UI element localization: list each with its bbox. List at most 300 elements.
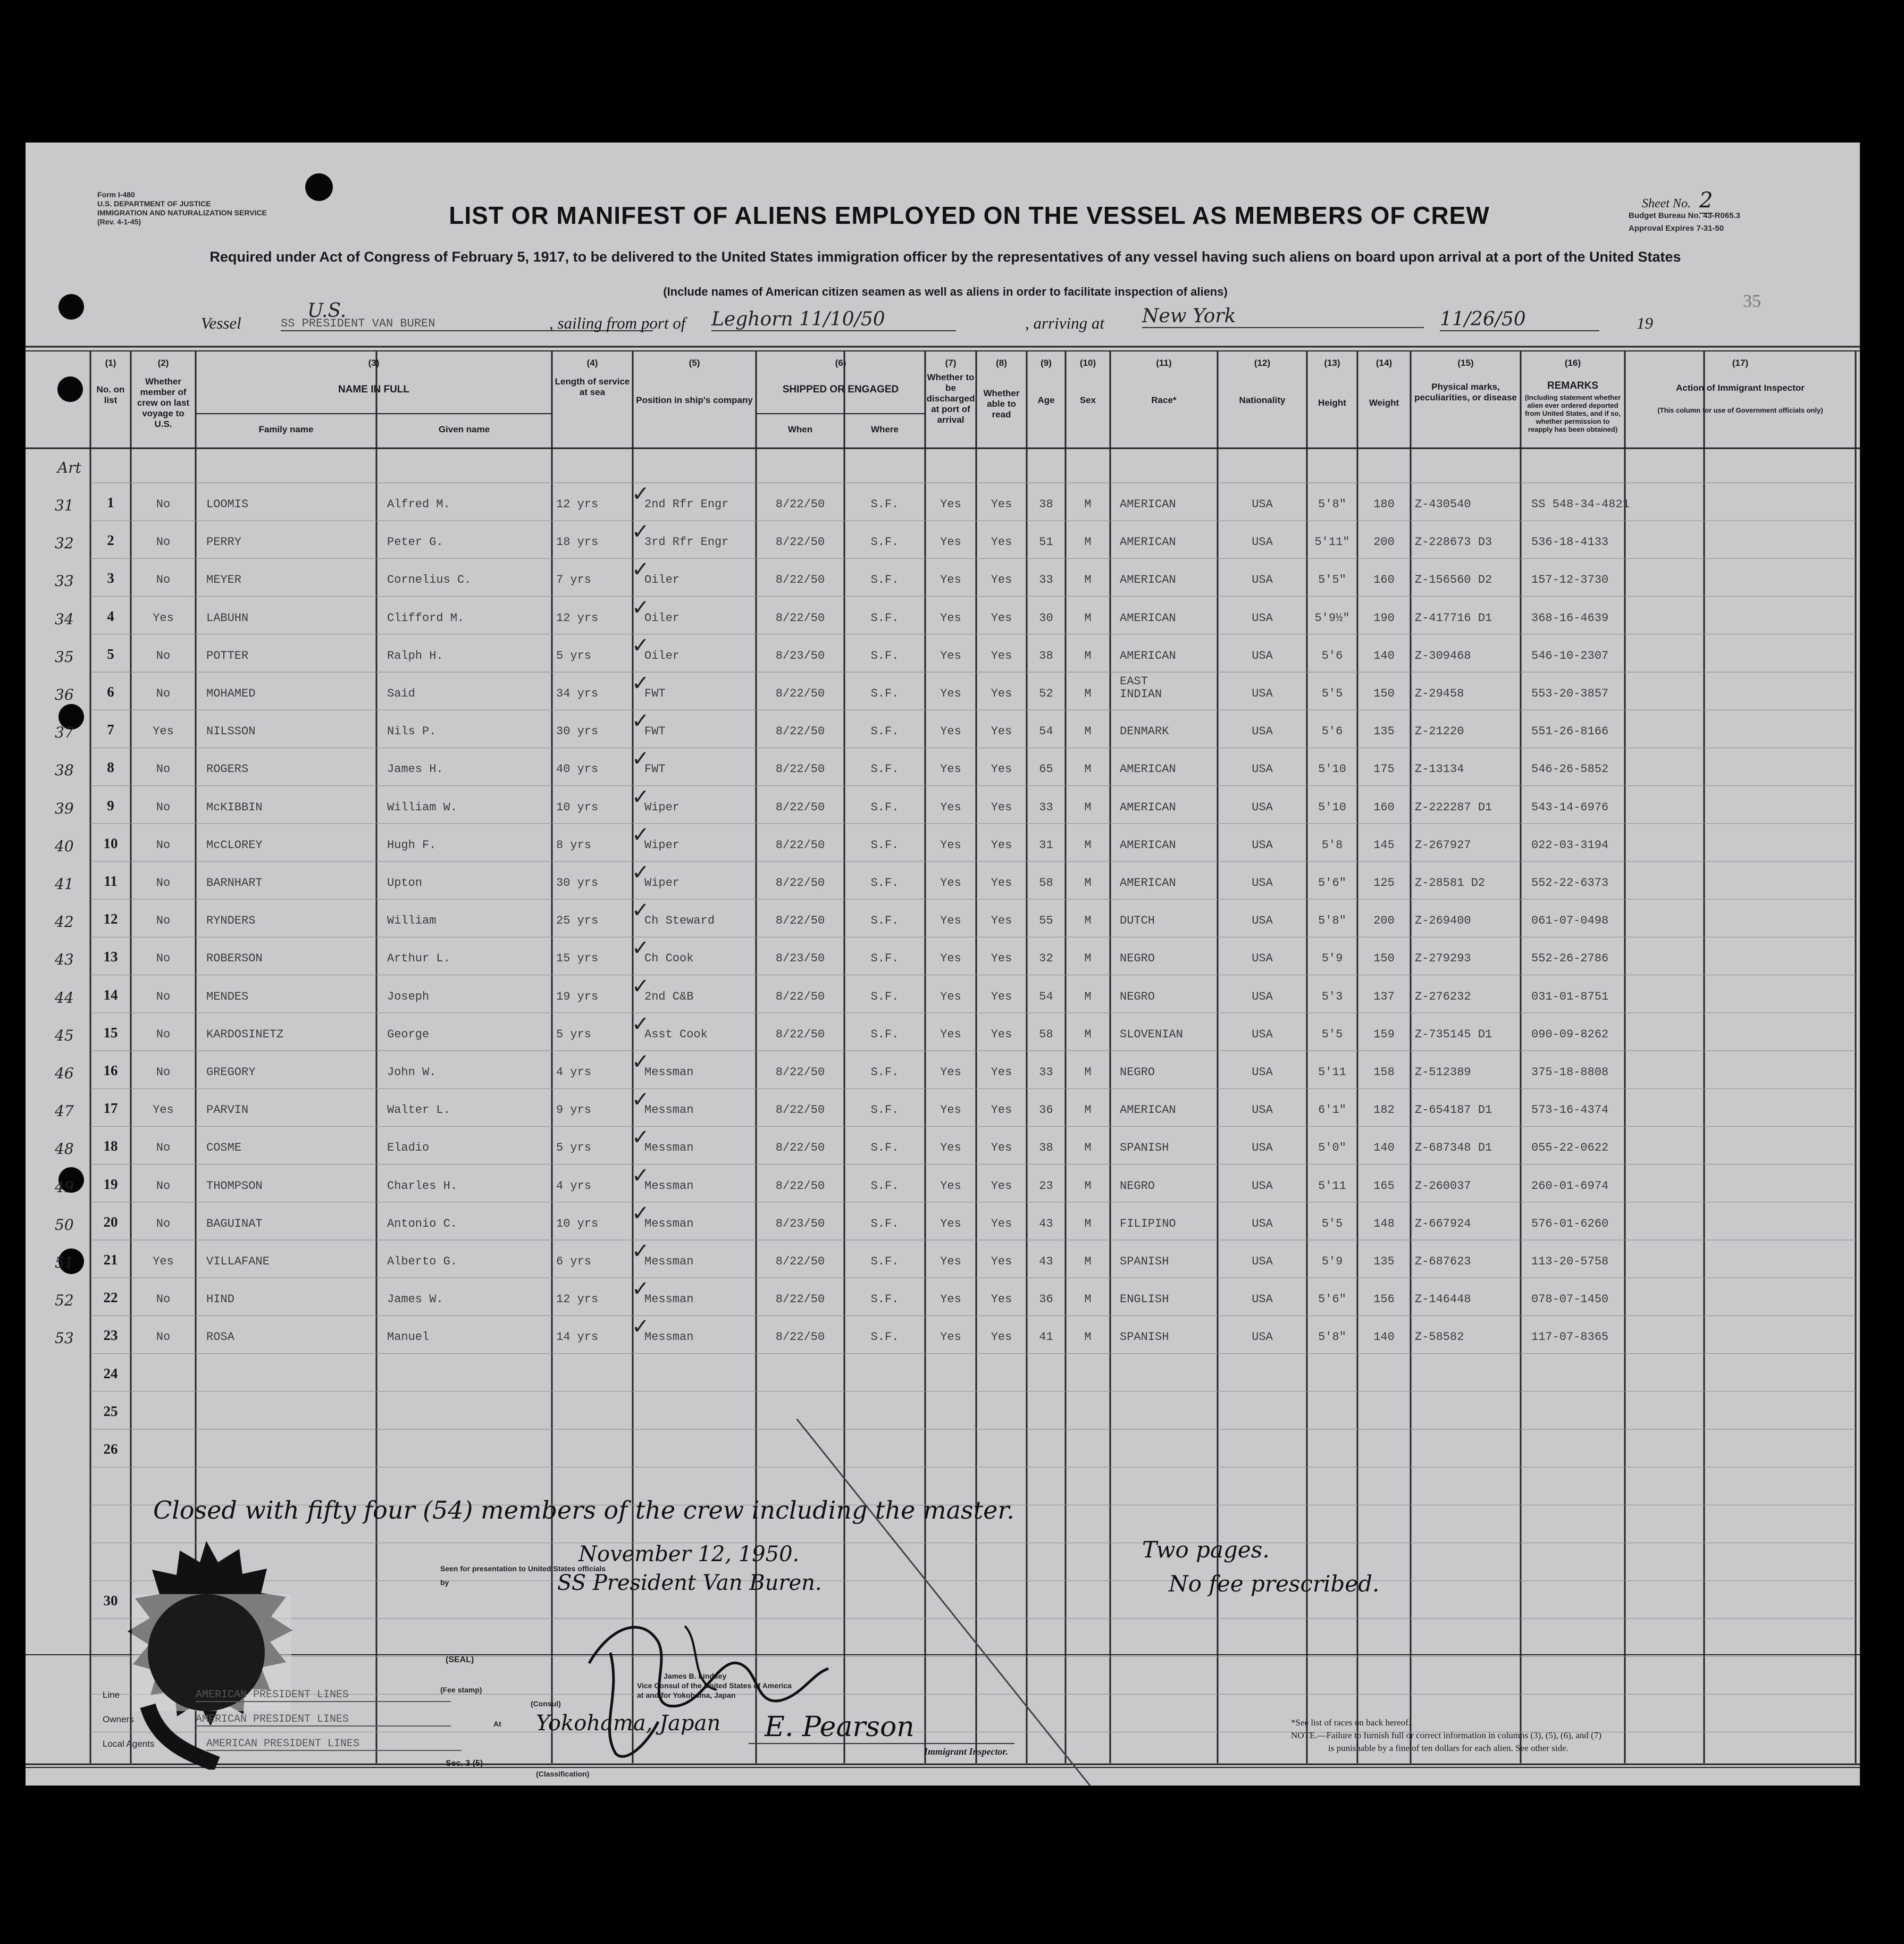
notarial-seal (100, 1530, 313, 1770)
cell-given: Said (387, 687, 415, 700)
header-member-prev-voyage: Whether member of crew on last voyage to U.S. (137, 376, 190, 429)
cell-read: Yes (991, 990, 1012, 1003)
check-mark: ✓ (632, 936, 650, 961)
margin-line-number: 37 (55, 724, 74, 742)
cell-when: 8/23/50 (775, 952, 825, 966)
cell-len: 14 yrs (556, 1330, 599, 1344)
cell-len: 5 yrs (556, 1141, 592, 1155)
cell-dis: Yes (940, 1330, 961, 1344)
cell-dis: Yes (940, 1255, 961, 1268)
cell-prev: No (156, 687, 171, 700)
cell-nat: USA (1252, 611, 1273, 625)
seal-label: (SEAL) (446, 1655, 474, 1664)
empty-row-number: 26 (103, 1441, 118, 1457)
cell-age: 65 (1039, 762, 1053, 776)
cell-where: S.F. (870, 1293, 899, 1306)
cell-prev: No (156, 838, 171, 852)
cell-rem: 375-18-8808 (1531, 1066, 1609, 1079)
check-mark: ✓ (632, 1163, 650, 1188)
header-sex: Sex (1079, 395, 1096, 405)
cell-rem: 546-10-2307 (1531, 649, 1609, 663)
cell-family: PARVIN (206, 1103, 249, 1117)
cell-given: Eladio (387, 1141, 430, 1155)
cell-sex: M (1084, 1027, 1092, 1041)
cell-ht: 5'8" (1318, 1330, 1346, 1344)
margin-line-number: 35 (55, 648, 74, 666)
cell-sex: M (1084, 1141, 1092, 1155)
cell-given: Hugh F. (387, 838, 437, 852)
cell-age: 54 (1039, 725, 1053, 739)
cell-nat: USA (1252, 725, 1273, 739)
header-action-inspector: Action of Immigrant Inspector (1676, 383, 1805, 393)
cell-when: 8/22/50 (775, 1066, 825, 1079)
header-shipped-engaged: SHIPPED OR ENGAGED (782, 384, 899, 395)
cell-nat: USA (1252, 649, 1273, 663)
cell-pos: Messman (644, 1330, 694, 1344)
cell-read: Yes (991, 762, 1012, 776)
cell-phys: Z-735145 D1 (1415, 1027, 1492, 1041)
cell-given: Cornelius C. (387, 573, 472, 587)
cell-pos: Oiler (644, 573, 680, 587)
cell-wt: 160 (1373, 573, 1395, 587)
cell-nat: USA (1252, 535, 1273, 549)
cell-when: 8/22/50 (775, 1293, 825, 1306)
cell-age: 58 (1039, 1027, 1053, 1041)
cell-age: 36 (1039, 1103, 1053, 1117)
cell-no: 18 (103, 1138, 118, 1154)
cell-where: S.F. (870, 1330, 899, 1344)
bureau-number: Budget Bureau No. 43-R065.3 (1629, 211, 1741, 220)
margin-line-number: 46 (55, 1065, 74, 1082)
cell-rem: 546-26-5852 (1531, 762, 1609, 776)
cell-ht: 5'5 (1321, 1217, 1343, 1230)
check-mark: ✓ (632, 671, 650, 696)
check-mark: ✓ (632, 1314, 650, 1339)
cell-wt: 158 (1373, 1066, 1395, 1079)
place-signature: Yokohama, Japan (536, 1711, 721, 1736)
cell-nat: USA (1252, 1103, 1273, 1117)
cell-age: 55 (1039, 914, 1053, 928)
cell-no: 12 (103, 911, 118, 927)
header-physical-marks: Physical marks, peculiarities, or disease (1414, 382, 1517, 403)
cell-sex: M (1084, 1217, 1092, 1230)
cell-when: 8/22/50 (775, 876, 825, 890)
cell-sex: M (1084, 800, 1092, 814)
cell-phys: Z-260037 (1415, 1179, 1471, 1193)
cell-nat: USA (1252, 762, 1273, 776)
cell-prev: No (156, 535, 171, 549)
seen-label: Seen for presentation to United States officials (440, 1564, 606, 1573)
cell-when: 8/22/50 (775, 1141, 825, 1155)
cell-where: S.F. (870, 876, 899, 890)
check-mark: ✓ (632, 557, 650, 582)
cell-wt: 125 (1373, 876, 1395, 890)
cell-read: Yes (991, 800, 1012, 814)
column-number: (13) (1324, 358, 1340, 368)
cell-race: AMERICAN (1120, 838, 1176, 852)
cell-age: 51 (1039, 535, 1053, 549)
header-discharged: Whether to be discharged at port of arrival (926, 372, 975, 425)
cell-rem: 055-22-0622 (1531, 1141, 1609, 1155)
cell-sex: M (1084, 876, 1092, 890)
column-number: (3) (368, 358, 380, 368)
cell-rem: 576-01-6260 (1531, 1217, 1609, 1230)
cell-wt: 135 (1373, 725, 1395, 739)
cell-family: THOMPSON (206, 1179, 263, 1193)
column-number: (16) (1564, 358, 1581, 368)
cell-when: 8/22/50 (775, 611, 825, 625)
check-mark: ✓ (632, 747, 650, 772)
cell-ht: 5'5 (1321, 687, 1343, 700)
margin-line-number: 38 (55, 761, 74, 780)
arrival-date: 11/26/50 (1440, 308, 1599, 331)
cell-dis: Yes (940, 990, 961, 1003)
arriving-label: , arriving at (1025, 314, 1104, 332)
cell-nat: USA (1252, 1179, 1273, 1193)
cell-race: AMERICAN (1120, 573, 1176, 587)
cell-given: Clifford M. (387, 611, 465, 625)
cell-race: SLOVENIAN (1120, 1027, 1183, 1041)
cell-no: 5 (107, 646, 114, 662)
cell-race: AMERICAN (1120, 876, 1176, 890)
cell-rem: 113-20-5758 (1531, 1255, 1609, 1268)
cell-wt: 159 (1373, 1027, 1395, 1041)
cell-family: ROSA (206, 1330, 234, 1344)
fee-stamp-label: (Fee stamp) (440, 1686, 482, 1694)
header-where: Where (871, 424, 899, 434)
cell-no: 19 (103, 1176, 118, 1192)
cell-age: 30 (1039, 611, 1053, 625)
cell-family: LOOMIS (206, 498, 249, 511)
header-height: Height (1318, 398, 1346, 408)
cell-race: SPANISH (1120, 1255, 1169, 1268)
cell-pos: Oiler (644, 611, 680, 625)
cell-where: S.F. (870, 800, 899, 814)
cell-race: AMERICAN (1120, 498, 1176, 511)
cell-read: Yes (991, 535, 1012, 549)
form-subnote: (Include names of American citizen seamen as well as aliens in order to facilitate inspection of aliens) (663, 285, 1228, 298)
margin-line-number: 45 (55, 1026, 74, 1044)
cell-ht: 5'6" (1318, 876, 1346, 890)
check-mark: ✓ (632, 1125, 650, 1150)
cell-len: 12 yrs (556, 498, 599, 511)
column-number: (17) (1732, 358, 1749, 368)
cell-when: 8/22/50 (775, 687, 825, 700)
cell-when: 8/22/50 (775, 573, 825, 587)
cell-prev: No (156, 914, 171, 928)
cell-where: S.F. (870, 1217, 899, 1230)
cell-read: Yes (991, 1217, 1012, 1230)
check-mark: ✓ (632, 1011, 650, 1036)
header-able-to-read: Whether able to read (983, 388, 1020, 420)
cell-when: 8/22/50 (775, 762, 825, 776)
cell-dis: Yes (940, 800, 961, 814)
cell-age: 31 (1039, 838, 1053, 852)
cell-nat: USA (1252, 573, 1273, 587)
classification-label: (Classification) (536, 1770, 590, 1778)
cell-where: S.F. (870, 498, 899, 511)
revision: (Rev. 4-1-45) (97, 217, 141, 226)
cell-prev: No (156, 498, 171, 511)
cell-prev: Yes (153, 1255, 174, 1268)
margin-note: Art (57, 459, 81, 476)
cell-len: 15 yrs (556, 952, 599, 966)
header-given-name: Given name (438, 424, 490, 434)
margin-line-number: 51 (55, 1254, 74, 1271)
cell-wt: 140 (1373, 649, 1395, 663)
cell-race: AMERICAN (1120, 649, 1176, 663)
vessel-prefix-hand: U.S. (307, 300, 347, 322)
cell-where: S.F. (870, 649, 899, 663)
cell-pos: Asst Cook (644, 1027, 708, 1041)
cell-when: 8/22/50 (775, 1103, 825, 1117)
margin-line-number: 34 (55, 610, 74, 628)
cell-nat: USA (1252, 1330, 1273, 1344)
cell-no: 20 (103, 1213, 118, 1230)
cell-pos: Messman (644, 1103, 694, 1117)
cell-phys: Z-29458 (1415, 687, 1464, 700)
cell-dis: Yes (940, 725, 961, 739)
cell-sex: M (1084, 1293, 1092, 1306)
cell-nat: USA (1252, 687, 1273, 700)
cell-no: 9 (107, 797, 114, 814)
cell-sex: M (1084, 498, 1092, 511)
cell-ht: 5'9 (1321, 1255, 1343, 1268)
cell-prev: No (156, 876, 171, 890)
cell-no: 11 (104, 873, 118, 889)
cell-read: Yes (991, 1027, 1012, 1041)
cell-ht: 5'8" (1318, 498, 1346, 511)
cell-age: 38 (1039, 498, 1053, 511)
cell-when: 8/22/50 (775, 1179, 825, 1193)
cell-when: 8/22/50 (775, 725, 825, 739)
cell-len: 30 yrs (556, 876, 599, 890)
cell-pos: FWT (644, 687, 666, 700)
cell-family: HIND (206, 1293, 234, 1306)
line-label: Line (103, 1690, 120, 1700)
cell-rem: 536-18-4133 (1531, 535, 1609, 549)
cell-age: 33 (1039, 573, 1053, 587)
fee-note: No fee prescribed. (1169, 1571, 1380, 1597)
cell-len: 12 yrs (556, 611, 599, 625)
cell-dis: Yes (940, 535, 961, 549)
cell-family: ROGERS (206, 762, 249, 776)
margin-line-number: 49 (55, 1178, 74, 1196)
cell-nat: USA (1252, 498, 1273, 511)
cell-nat: USA (1252, 1217, 1273, 1230)
sheet-value: 2 (1699, 188, 1713, 213)
cell-race: AMERICAN (1120, 535, 1176, 549)
cell-prev: No (156, 649, 171, 663)
cell-no: 8 (107, 759, 114, 776)
footnote-fine: NOTE.—Failure to furnish full or correct information in columns (3), (5), (6), and (7) (1291, 1730, 1601, 1740)
cell-given: Walter L. (387, 1103, 450, 1117)
cell-len: 18 yrs (556, 535, 599, 549)
cell-sex: M (1084, 952, 1092, 966)
cell-wt: 140 (1373, 1141, 1395, 1155)
cell-age: 32 (1039, 952, 1053, 966)
check-mark: ✓ (632, 1239, 650, 1263)
cell-phys: Z-430540 (1415, 498, 1471, 511)
cell-rem: 117-07-8365 (1531, 1330, 1609, 1344)
cell-len: 19 yrs (556, 990, 599, 1003)
cell-phys: Z-156560 D2 (1415, 573, 1492, 587)
cell-when: 8/22/50 (775, 800, 825, 814)
header-age: Age (1037, 395, 1055, 405)
cell-no: 15 (103, 1024, 118, 1041)
cell-read: Yes (991, 649, 1012, 663)
cell-prev: No (156, 990, 171, 1003)
cell-given: James W. (387, 1293, 443, 1306)
cell-race: NEGRO (1120, 1179, 1155, 1193)
header-name-in-full: NAME IN FULL (338, 384, 410, 395)
margin-line-number: 31 (55, 497, 74, 514)
cell-ht: 5'11 (1318, 1066, 1346, 1079)
cell-dis: Yes (940, 838, 961, 852)
cell-len: 9 yrs (556, 1103, 592, 1117)
header-nationality: Nationality (1239, 395, 1286, 405)
cell-ht: 5'8" (1318, 914, 1346, 928)
cell-read: Yes (991, 1255, 1012, 1268)
agents-label: Local Agents (103, 1739, 155, 1749)
cell-rem: 573-16-4374 (1531, 1103, 1609, 1117)
cell-no: 14 (103, 986, 118, 1003)
cell-rem: 260-01-6974 (1531, 1179, 1609, 1193)
cell-nat: USA (1252, 990, 1273, 1003)
cell-age: 33 (1039, 1066, 1053, 1079)
closing-statement: Closed with fifty four (54) members of the crew including the master. (153, 1496, 1014, 1524)
header-family-name: Family name (258, 424, 314, 434)
cell-prev: No (156, 1141, 171, 1155)
cell-when: 8/22/50 (775, 1330, 825, 1344)
column-number: (12) (1254, 358, 1271, 368)
cell-prev: No (156, 952, 171, 966)
cell-prev: No (156, 1027, 171, 1041)
column-number: (15) (1457, 358, 1474, 368)
cell-no: 13 (103, 949, 118, 965)
cell-where: S.F. (870, 762, 899, 776)
cell-no: 2 (107, 532, 114, 549)
cell-sex: M (1084, 535, 1092, 549)
cell-ht: 5'11 (1318, 1179, 1346, 1193)
cell-sex: M (1084, 611, 1092, 625)
cell-where: S.F. (870, 952, 899, 966)
cell-phys: Z-309468 (1415, 649, 1471, 663)
cell-where: S.F. (870, 535, 899, 549)
cell-dis: Yes (940, 1141, 961, 1155)
empty-row-number: 25 (103, 1403, 118, 1419)
check-mark: ✓ (632, 860, 650, 885)
cell-where: S.F. (870, 1027, 899, 1041)
cell-sex: M (1084, 838, 1092, 852)
cell-nat: USA (1252, 1255, 1273, 1268)
cell-phys: Z-228673 D3 (1415, 535, 1492, 549)
cell-phys: Z-269400 (1415, 914, 1471, 928)
cell-nat: USA (1252, 1293, 1273, 1306)
cell-rem: 090-09-8262 (1531, 1027, 1609, 1041)
cell-read: Yes (991, 1141, 1012, 1155)
cell-phys: Z-267927 (1415, 838, 1471, 852)
vessel-name: SS PRESIDENT VAN BUREN (281, 317, 653, 331)
cell-rem: 552-26-2786 (1531, 952, 1609, 966)
column-number: (6) (835, 358, 846, 368)
cell-phys: Z-687623 (1415, 1255, 1471, 1268)
cell-pos: FWT (644, 762, 666, 776)
cell-dis: Yes (940, 1293, 961, 1306)
cell-when: 8/22/50 (775, 990, 825, 1003)
cell-given: Peter G. (387, 535, 443, 549)
cell-read: Yes (991, 838, 1012, 852)
header-remarks: REMARKS (1547, 380, 1599, 391)
cell-rem: 543-14-6976 (1531, 800, 1609, 814)
consul-title: Vice Consul of the United States of America (637, 1681, 792, 1690)
cell-where: S.F. (870, 990, 899, 1003)
margin-line-number: 43 (55, 951, 74, 969)
cell-given: Joseph (387, 990, 430, 1003)
cell-family: POTTER (206, 649, 249, 663)
cell-nat: USA (1252, 914, 1273, 928)
cell-wt: 180 (1373, 498, 1395, 511)
cell-age: 41 (1039, 1330, 1053, 1344)
margin-line-number: 50 (55, 1216, 74, 1234)
cell-phys: Z-21220 (1415, 725, 1464, 739)
column-number: (4) (586, 358, 598, 368)
cell-no: 1 (107, 495, 114, 510)
header-race: Race* (1151, 395, 1177, 405)
consul-name: James B. Lindsey (664, 1672, 727, 1680)
cell-no: 21 (103, 1252, 118, 1268)
cell-pos: 3rd Rfr Engr (644, 535, 729, 549)
cell-family: PERRY (206, 535, 242, 549)
margin-line-number: 40 (55, 837, 74, 855)
cell-given: Arthur L. (387, 952, 450, 966)
punch-hole (57, 376, 83, 402)
cell-phys: Z-146448 (1415, 1293, 1471, 1306)
cell-sex: M (1084, 725, 1092, 739)
cell-dis: Yes (940, 611, 961, 625)
header-length-service: Length of service at sea (555, 376, 630, 397)
cell-len: 12 yrs (556, 1293, 599, 1306)
cell-phys: Z-276232 (1415, 990, 1471, 1003)
check-mark: ✓ (632, 784, 650, 809)
cell-read: Yes (991, 1179, 1012, 1193)
cell-prev: No (156, 1179, 171, 1193)
cell-where: S.F. (870, 725, 899, 739)
cell-wt: 150 (1373, 952, 1395, 966)
consul-place: at and for Yokohama, Japan (637, 1691, 736, 1699)
cell-given: Antonio C. (387, 1217, 458, 1230)
cell-where: S.F. (870, 1255, 899, 1268)
cell-read: Yes (991, 573, 1012, 587)
header-remarks-note: (Including statement whether alien ever ordered deported from United States, and if so, whether permission to reapply has been obtained) (1524, 393, 1621, 433)
cell-phys: Z-58582 (1415, 1330, 1464, 1344)
column-number: (5) (689, 358, 700, 368)
margin-line-number: 48 (55, 1140, 74, 1158)
column-number: (9) (1041, 358, 1052, 368)
cell-age: 43 (1039, 1255, 1053, 1268)
cell-age: 52 (1039, 687, 1053, 700)
cell-given: Ralph H. (387, 649, 443, 663)
cell-family: BAGUINAT (206, 1217, 263, 1230)
cell-given: George (387, 1027, 430, 1041)
cell-len: 5 yrs (556, 1027, 592, 1041)
approval-expiry: Approval Expires 7-31-50 (1629, 224, 1724, 233)
cell-nat: USA (1252, 952, 1273, 966)
cell-rem: 552-22-6373 (1531, 876, 1609, 890)
cell-read: Yes (991, 1103, 1012, 1117)
cell-phys: Z-28581 D2 (1415, 876, 1486, 890)
cell-len: 40 yrs (556, 762, 599, 776)
